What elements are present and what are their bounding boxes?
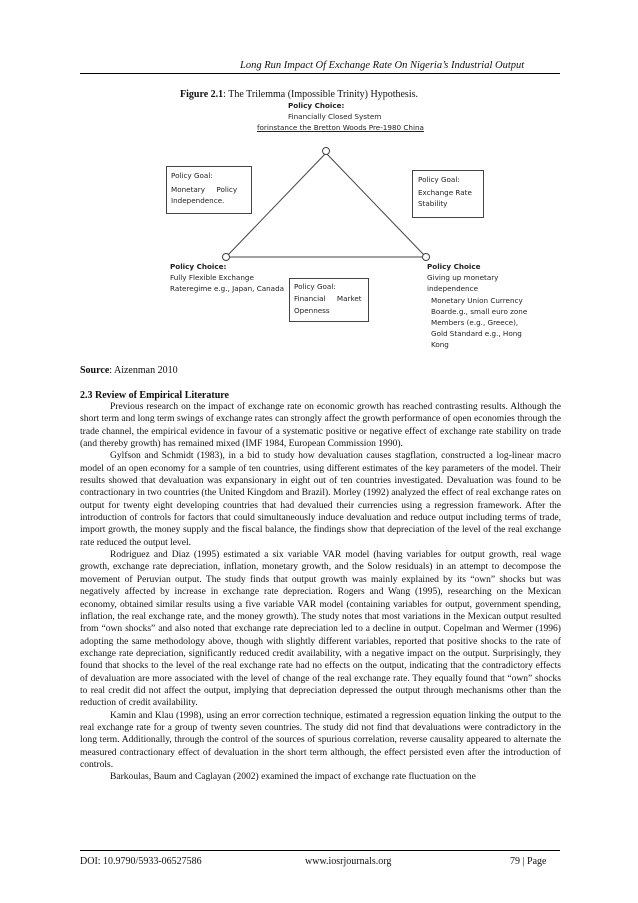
vertex-top — [323, 148, 330, 155]
goal-right-line-1: Policy Goal: — [418, 175, 460, 184]
choice-right-line-1: Policy Choice — [427, 262, 481, 271]
paragraph: Barkoulas, Baum and Caglayan (2002) examined the impact of exchange rate fluctuation on the — [110, 771, 476, 783]
paragraph: Previous research on the impact of exchange rate on economic growth has reached contrasting results. Although the short term and long term swings of exchange rates can strongly affect the growth performance of open economies through the trade channel, the empirical evidence in favour of a systematic positive or negative effect of exchange rate stability on trade (and thereby growth) has remained mixed (IMF 1984, European Commission 1990). — [80, 401, 561, 450]
choice-left-line-2: Fully Flexible Exchange — [170, 273, 254, 282]
footer-rule — [80, 850, 560, 851]
goal-left-line-2: Monetary Policy — [171, 185, 238, 194]
top-choice-line-1: Policy Choice: — [288, 101, 345, 110]
choice-right-line-6: Members (e.g., Greece), — [431, 318, 519, 327]
choice-left-line-1: Policy Choice: — [170, 262, 227, 271]
choice-right-line-5: Boarde.g., small euro zone — [431, 307, 528, 316]
paragraph: Gylfson and Schmidt (1983), in a bid to study how devaluation causes stagflation, constructed a log-linear macro model of an open economy for a sample of ten countries, using different estimates of the key parameters of the model. Their results showed that devaluation was expansionary in eight out of ten countries investigated. Devaluation was found to be contractionary in two countries (the United Kingdom and Brazil). Morley (1992) analyzed the effect of real exchange rates on output for twenty eight developing countries that had devalued their currencies using a regression framework. After the introduction of controls for factors that could simultaneously induce devaluation and reduce output including terms of trade, import growth, the money supply and the fiscal balance, the findings show that depreciation of the level of the real exchange rate reduced the output level. — [80, 450, 561, 548]
top-choice-line-2: Financially Closed System — [288, 112, 382, 121]
figure-caption-label: Figure 2.1 — [180, 89, 224, 100]
body-text — [80, 401, 561, 784]
goal-right-line-2: Exchange Rate — [418, 188, 472, 197]
footer-site: www.iosrjournals.org — [305, 856, 392, 867]
choice-right-line-3: independence — [427, 284, 478, 293]
running-header: Long Run Impact Of Exchange Rate On Nigeria’s Industrial Output — [240, 60, 525, 71]
paragraph: Kamin and Klau (1998), using an error correction technique, estimated a regression equation linking the output to the real exchange rate for a group of twenty seven countries. The study did not find that devaluations were contradictory in the long term. Additionally, through the control of the sources of spurious correlation, reverse causality appeared to alternate the measured contractionary effect of devaluation in the short term although, the effect persisted even after the introduction of controls. — [80, 709, 561, 770]
figure-source — [80, 365, 178, 376]
choice-right-line-7: Gold Standard e.g., Hong — [431, 329, 522, 338]
choice-right-line-8: Kong — [431, 340, 449, 349]
goal-right-line-3: Stability — [418, 199, 448, 208]
section-heading: 2.3 Review of Empirical Literature — [80, 390, 229, 401]
choice-right-line-4: Monetary Union Currency — [431, 296, 523, 305]
choice-left-line-3: Rateregime e.g., Japan, Canada — [170, 284, 285, 293]
goal-bottom-line-2: Financial Market — [294, 294, 362, 303]
choice-right-line-2: Giving up monetary — [427, 273, 499, 282]
top-choice-line-3: forinstance the Bretton Woods Pre-1980 China — [257, 123, 424, 132]
source-label: Source — [80, 365, 110, 376]
goal-left-line-1: Policy Goal: — [171, 171, 213, 180]
footer-doi: DOI: 10.9790/5933-06527586 — [80, 856, 202, 867]
vertex-left — [223, 254, 230, 261]
footer-page: 79 | Page — [510, 856, 547, 867]
goal-bottom-line-3: Openness — [294, 306, 330, 315]
vertex-right — [423, 254, 430, 261]
goal-left-line-3: Independence. — [171, 196, 225, 205]
source-text: : Aizenman 2010 — [109, 365, 178, 376]
goal-bottom-line-1: Policy Goal: — [294, 282, 336, 291]
triangle-right-edge — [326, 153, 424, 255]
paragraph: Rodriguez and Diaz (1995) estimated a six variable VAR model (having variables for output growth, real wage growth, exchange rate depreciation, inflation, monetary growth, and the Solow residuals) in an attempt to decompose the movement of Peruvian output. The study finds that output growth was mainly explained by its “own” shocks but was negatively affected by increase in exchange rate depreciation. Rogers and Wang (1995), researching on the Mexican economy, obtained similar results using a five variable VAR model (containing variables for output, government spending, inflation, the real exchange rate, and the money growth). The study notes that most variations in the Mexican output resulted from “own shocks” and also noted that exchange rate depreciation led to a decline in output. Copelman and Wermer (1996) adopting the same methodology above, though with slightly different variables, reported that positive shocks to the rate of exchange rate depreciation, significantly reduced credit availability, with a negative impact on the output. Surprisingly, they found that shocks to the level of the real exchange rate had no effects on the output, indicating that the contradictory effects of devaluation are more associated with the level of change of the real exchange rate. They equally found that “own” shocks to real credit did not affect the output, implying that depreciation depressed the output through mechanisms other than the reduction of credit availability. — [80, 549, 561, 709]
figure-caption-text: : The Trilemma (Impossible Trinity) Hypothesis. — [223, 89, 418, 100]
